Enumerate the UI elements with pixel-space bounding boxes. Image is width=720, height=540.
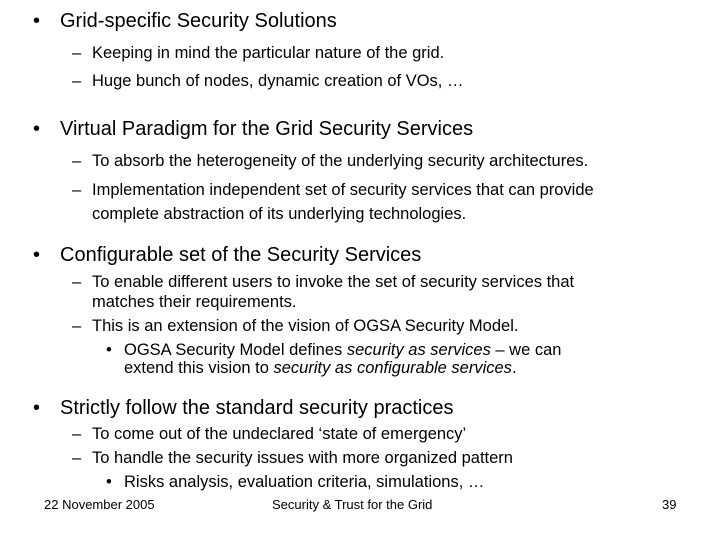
section-2-item-1: To absorb the heterogeneity of the underlying security architectures. <box>92 152 589 170</box>
dash: – <box>72 152 82 170</box>
section-2-item-2-line-2: complete abstraction of its underlying technologies. <box>92 205 467 223</box>
footer-date: 22 November 2005 <box>44 497 155 512</box>
dash: – <box>72 273 82 291</box>
section-1-item-1: Keeping in mind the particular nature of the grid. <box>92 44 445 62</box>
section-3-item-1-line-1: To enable different users to invoke the set of security services that <box>92 273 575 291</box>
dash: – <box>72 317 82 335</box>
section-2-item-2-line-1: Implementation independent set of security services that can provide <box>92 181 594 199</box>
dash: – <box>72 449 82 467</box>
section-3-heading: Configurable set of the Security Services <box>60 244 422 266</box>
bullet-dot: • <box>33 244 41 266</box>
dash: – <box>72 181 82 199</box>
section-3-item-1-line-2: matches their requirements. <box>92 293 297 311</box>
bullet-dot: • <box>106 473 112 491</box>
section-4-heading: Strictly follow the standard security practices <box>60 397 454 419</box>
section-4-subitem: Risks analysis, evaluation criteria, simulations, … <box>124 473 485 491</box>
bullet-dot: • <box>33 118 41 140</box>
dash: – <box>72 72 82 90</box>
section-4-item-2: To handle the security issues with more organized pattern <box>92 449 513 467</box>
section-4-item-1: To come out of the undeclared ‘state of emergency’ <box>92 425 467 443</box>
section-1-item-2: Huge bunch of nodes, dynamic creation of VOs, … <box>92 72 464 90</box>
section-3-item-2: This is an extension of the vision of OGSA Security Model. <box>92 317 519 335</box>
dash: – <box>72 425 82 443</box>
footer-title: Security & Trust for the Grid <box>272 497 433 512</box>
page-number: 39 <box>662 497 677 512</box>
section-1-heading: Grid-specific Security Solutions <box>60 10 337 32</box>
bullet-dot: • <box>106 341 112 359</box>
bullet-dot: • <box>33 10 41 32</box>
section-2-heading: Virtual Paradigm for the Grid Security Services <box>60 118 474 140</box>
section-3-subitem-line-1: OGSA Security Model defines security as services – we can <box>124 341 562 359</box>
section-3-subitem-line-2: extend this vision to security as configurable services. <box>124 359 517 377</box>
bullet-dot: • <box>33 397 41 419</box>
dash: – <box>72 44 82 62</box>
